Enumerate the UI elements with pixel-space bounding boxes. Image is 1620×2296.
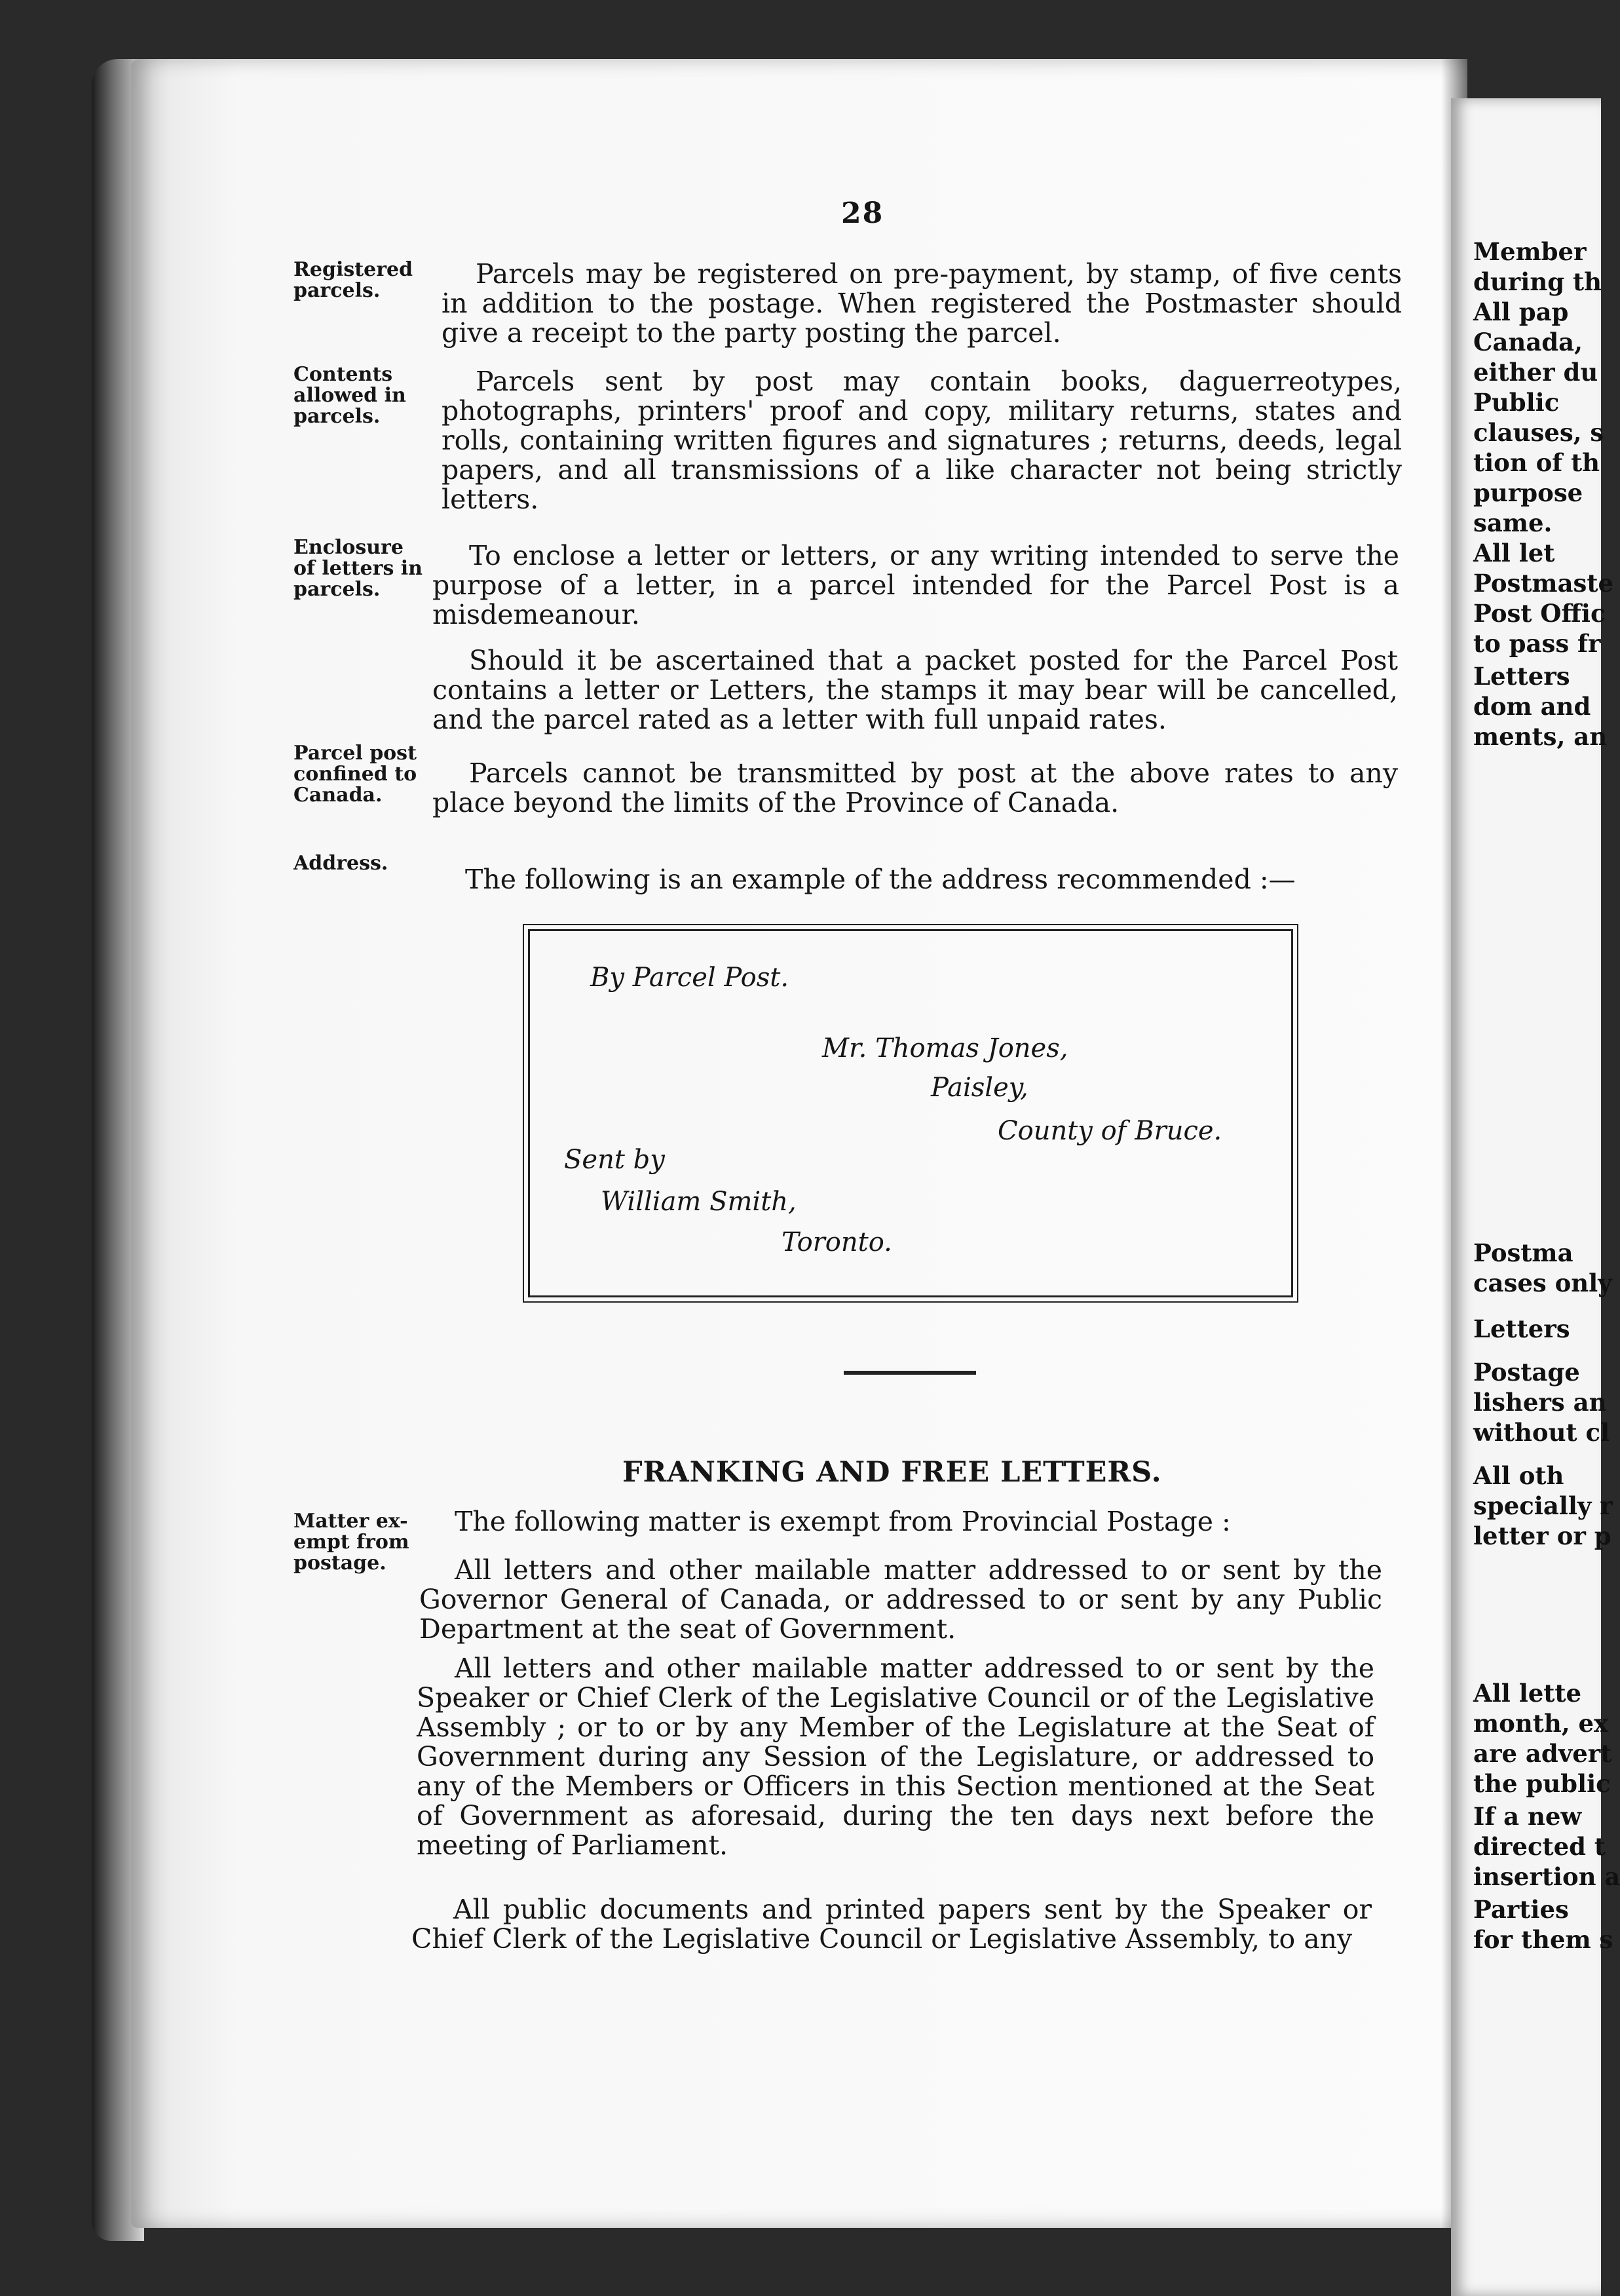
paragraph-exempt-intro: The following matter is exempt from Provincial Postage : (455, 1506, 1231, 1537)
paragraph-speaker: All letters and other mailable matter addressed to or sent by the Speaker or Chief Clerk of the Legislative Council or of the Legislative Assembly ; or to or by any Member of the Legislature at the Seat of Government during any Session of the Legislature, or addressed to any of the Members or Officers in this Section mentioned at the Seat of Government as aforesaid, during the ten days next before the meeting of Parliament. (417, 1653, 1374, 1861)
adjacent-page-line: without cl (1473, 1418, 1610, 1447)
margin-note-enclosure: Enclosure of letters in parcels. (293, 536, 423, 601)
address-line-town: Paisley, (931, 1073, 1028, 1103)
adjacent-page-line: are advert (1473, 1739, 1612, 1768)
paragraph-registered: Parcels may be registered on pre-payment, by stamp, of five cents in addition to the postage. When registered the Postmaster should give a receipt to the party posting the parcel. (442, 258, 1402, 349)
paragraph-documents: All public documents and printed papers sent by the Speaker or Chief Clerk of the Legislative Council or Legislative Assembly, to any (411, 1894, 1372, 1955)
paragraph-governor: All letters and other mailable matter addressed to or sent by the Governor General of Canada, or addressed to or sent by any Public Department at the seat of Government. (419, 1554, 1382, 1645)
adjacent-page-line: Parties (1473, 1895, 1569, 1924)
margin-note-contents: Contents allowed in parcels. (293, 363, 406, 428)
section-divider (844, 1371, 976, 1375)
adjacent-page-line: dom and (1473, 692, 1591, 721)
adjacent-page-line: Postmaste (1473, 569, 1614, 598)
adjacent-page-line: same. (1473, 508, 1553, 537)
adjacent-page-line: Public (1473, 388, 1560, 417)
adjacent-page-line: either du (1473, 358, 1598, 387)
adjacent-page-line: All oth (1473, 1461, 1564, 1490)
adjacent-page-line: All pap (1473, 297, 1569, 326)
adjacent-page-line: All let (1473, 539, 1555, 567)
paragraph-contents: Parcels sent by post may contain books, daguerreotypes, photographs, printers' proof and copy, military returns, states and rolls, containing written figures and signatures ; returns, deeds, legal papers, and all transmissions of a like character not being strictly letters. (442, 366, 1402, 515)
adjacent-page-line: lishers an (1473, 1388, 1607, 1417)
adjacent-page-line: during th (1473, 267, 1602, 296)
paragraph-confined: Parcels cannot be transmitted by post at the above rates to any place beyond the limits of the Province of Canada. (432, 757, 1398, 818)
adjacent-page-line: the public (1473, 1769, 1611, 1798)
address-line-method: By Parcel Post. (590, 963, 789, 993)
adjacent-page-line: directed t (1473, 1832, 1606, 1861)
section-heading: FRANKING AND FREE LETTERS. (622, 1456, 1162, 1489)
adjacent-page-line: cases only (1473, 1269, 1612, 1297)
address-line-recipient: Mr. Thomas Jones, (822, 1033, 1068, 1063)
adjacent-page-line: letter or p (1473, 1521, 1611, 1550)
adjacent-page-line: for them s (1473, 1925, 1613, 1954)
adjacent-page-line: Letters (1473, 1314, 1570, 1343)
adjacent-page-line: Post Offic (1473, 599, 1606, 628)
adjacent-page-line: clauses, s (1473, 418, 1604, 447)
address-line-county: County of Bruce. (998, 1116, 1222, 1146)
address-line-sent-by: Sent by (564, 1145, 665, 1175)
adjacent-page-line: Member (1473, 237, 1587, 266)
adjacent-page-line: ments, an (1473, 722, 1608, 751)
adjacent-page (1451, 98, 1620, 2296)
margin-note-exempt: Matter ex- empt from postage. (293, 1510, 409, 1575)
margin-note-address: Address. (293, 852, 388, 875)
margin-note-confined: Parcel post confined to Canada. (293, 742, 417, 807)
adjacent-page-line: specially r (1473, 1491, 1613, 1520)
adjacent-page-line: Postma (1473, 1238, 1573, 1267)
adjacent-page-line: tion of th (1473, 448, 1600, 477)
adjacent-page-line: purpose (1473, 478, 1583, 507)
paragraph-ascertained: Should it be ascertained that a packet posted for the Parcel Post contains a letter or Letters, the stamps it may bear will be cancelled, and the parcel rated as a letter with full unpaid rates. (432, 645, 1398, 735)
address-line-sender-town: Toronto. (782, 1227, 892, 1257)
page-number: 28 (841, 197, 884, 230)
margin-note-registered: Registered parcels. (293, 258, 413, 302)
paragraph-enclosure: To enclose a letter or letters, or any writing intended to serve the purpose of a letter, in a parcel intended for the Parcel Post is a misdemeanour. (432, 540, 1399, 630)
address-example-box (528, 929, 1293, 1297)
adjacent-page-line: insertion a (1473, 1862, 1620, 1891)
adjacent-page-line: to pass fr (1473, 629, 1601, 658)
adjacent-page-line: Postage (1473, 1358, 1580, 1387)
paragraph-address: The following is an example of the address recommended :— (465, 864, 1296, 895)
adjacent-page-line: Letters (1473, 662, 1570, 691)
address-line-sender: William Smith, (601, 1187, 797, 1217)
adjacent-page-line: Canada, (1473, 328, 1583, 356)
adjacent-page-line: All lette (1473, 1679, 1582, 1708)
adjacent-page-line: month, ex (1473, 1709, 1609, 1738)
adjacent-page-line: If a new (1473, 1802, 1582, 1831)
